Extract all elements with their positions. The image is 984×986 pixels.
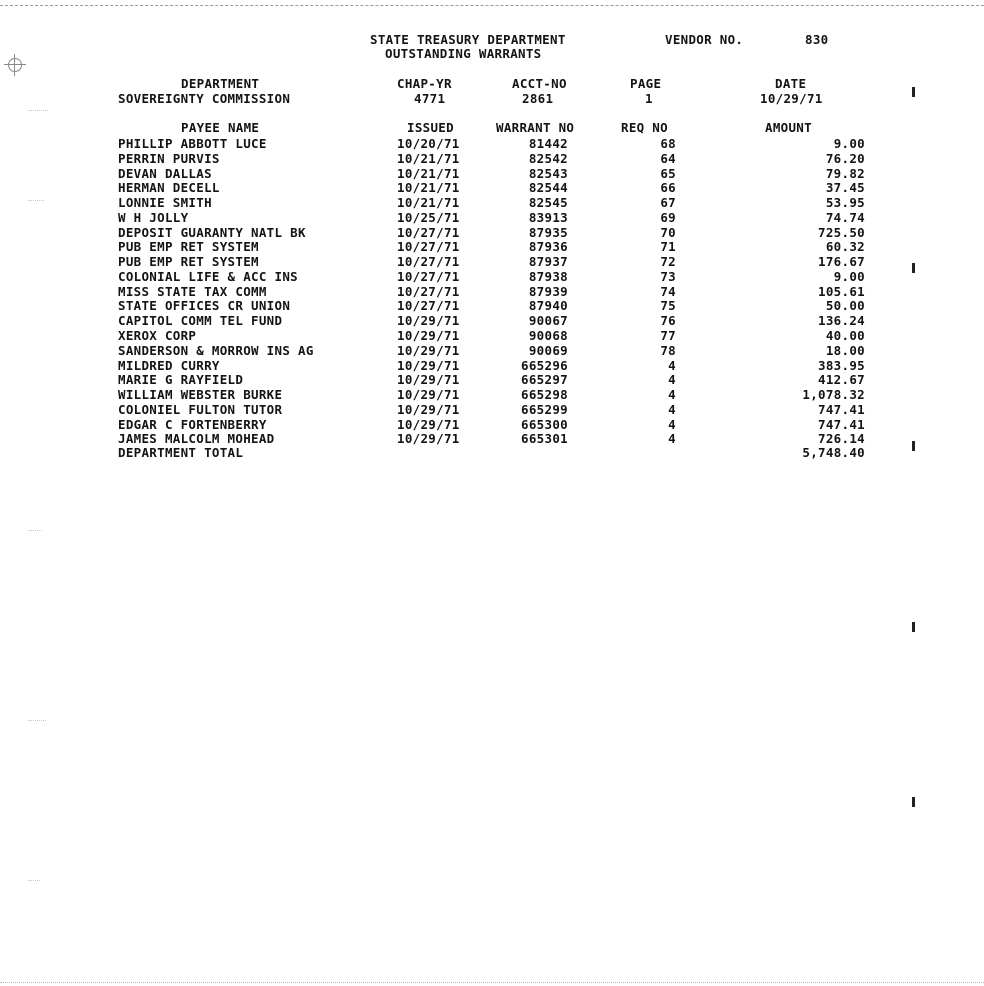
row-payee-name: PERRIN PURVIS	[118, 151, 220, 166]
row-warrant-number: 665299	[521, 402, 568, 417]
row-issued-date: 10/29/71	[397, 402, 460, 417]
form-top-edge	[0, 5, 984, 6]
row-warrant-number: 82542	[528, 151, 568, 166]
row-payee-name: COLONIEL FULTON TUTOR	[118, 402, 283, 417]
row-issued-date: 10/27/71	[397, 239, 460, 254]
page-number: 1	[645, 91, 653, 106]
row-payee-name: JAMES MALCOLM MOHEAD	[118, 431, 275, 446]
row-amount: 383.95	[818, 358, 865, 373]
row-issued-date: 10/27/71	[397, 284, 460, 299]
row-req-number: 64	[660, 151, 676, 166]
margin-mark	[912, 263, 915, 273]
row-issued-date: 10/29/71	[397, 343, 460, 358]
row-payee-name: MARIE G RAYFIELD	[118, 372, 244, 387]
row-warrant-number: 665298	[521, 387, 568, 402]
row-payee-name: DEVAN DALLAS	[118, 166, 212, 181]
row-payee-name: EDGAR C FORTENBERRY	[118, 417, 267, 432]
col-header-req: REQ NO	[621, 120, 668, 135]
row-warrant-number: 82545	[528, 195, 568, 210]
row-req-number: 78	[660, 343, 676, 358]
row-amount: 176.67	[818, 254, 865, 269]
department-label: DEPARTMENT	[181, 76, 260, 91]
department-name: SOVEREIGNTY COMMISSION	[118, 91, 291, 106]
row-issued-date: 10/21/71	[397, 180, 460, 195]
row-payee-name: W H JOLLY	[118, 210, 189, 225]
row-amount: 105.61	[818, 284, 865, 299]
row-warrant-number: 87936	[528, 239, 568, 254]
row-warrant-number: 90067	[528, 313, 568, 328]
scan-smudge	[28, 200, 44, 201]
row-payee-name: MISS STATE TAX COMM	[118, 284, 267, 299]
row-warrant-number: 82544	[528, 180, 568, 195]
col-header-amount: AMOUNT	[765, 120, 812, 135]
row-issued-date: 10/27/71	[397, 269, 460, 284]
row-warrant-number: 90069	[528, 343, 568, 358]
margin-mark	[912, 797, 915, 807]
row-amount: 53.95	[825, 195, 865, 210]
row-amount: 9.00	[833, 136, 865, 151]
row-req-number: 69	[660, 210, 676, 225]
row-warrant-number: 87940	[528, 298, 568, 313]
row-req-number: 67	[660, 195, 676, 210]
row-amount: 747.41	[818, 417, 865, 432]
row-issued-date: 10/29/71	[397, 417, 460, 432]
row-payee-name: MILDRED CURRY	[118, 358, 220, 373]
row-warrant-number: 665301	[521, 431, 568, 446]
department-total-amount: 5,748.40	[802, 445, 865, 460]
page-label: PAGE	[630, 76, 662, 91]
row-issued-date: 10/29/71	[397, 313, 460, 328]
scan-smudge	[28, 530, 42, 531]
row-warrant-number: 665296	[521, 358, 568, 373]
row-issued-date: 10/27/71	[397, 254, 460, 269]
row-issued-date: 10/27/71	[397, 298, 460, 313]
row-amount: 136.24	[818, 313, 865, 328]
row-warrant-number: 87935	[528, 225, 568, 240]
row-warrant-number: 87937	[528, 254, 568, 269]
report-subtitle: OUTSTANDING WARRANTS	[385, 46, 542, 61]
row-issued-date: 10/29/71	[397, 358, 460, 373]
vendor-number: 830	[805, 32, 829, 47]
row-issued-date: 10/21/71	[397, 151, 460, 166]
row-payee-name: LONNIE SMITH	[118, 195, 212, 210]
row-req-number: 65	[660, 166, 676, 181]
row-warrant-number: 665297	[521, 372, 568, 387]
row-req-number: 4	[668, 372, 676, 387]
row-payee-name: XEROX CORP	[118, 328, 197, 343]
acct-no-label: ACCT-NO	[512, 76, 567, 91]
row-amount: 50.00	[825, 298, 865, 313]
date-label: DATE	[775, 76, 807, 91]
col-header-issued: ISSUED	[407, 120, 454, 135]
row-req-number: 74	[660, 284, 676, 299]
row-req-number: 4	[668, 402, 676, 417]
row-payee-name: COLONIAL LIFE & ACC INS	[118, 269, 298, 284]
row-warrant-number: 82543	[528, 166, 568, 181]
department-total-label: DEPARTMENT TOTAL	[118, 445, 244, 460]
row-req-number: 77	[660, 328, 676, 343]
chap-yr-value: 4771	[414, 91, 446, 106]
scan-smudge	[28, 880, 40, 881]
row-payee-name: HERMAN DECELL	[118, 180, 220, 195]
row-req-number: 72	[660, 254, 676, 269]
row-issued-date: 10/29/71	[397, 431, 460, 446]
row-warrant-number: 83913	[528, 210, 568, 225]
row-issued-date: 10/21/71	[397, 195, 460, 210]
row-warrant-number: 81442	[528, 136, 568, 151]
report-title: STATE TREASURY DEPARTMENT	[370, 32, 566, 47]
row-amount: 18.00	[825, 343, 865, 358]
row-payee-name: CAPITOL COMM TEL FUND	[118, 313, 283, 328]
row-issued-date: 10/29/71	[397, 328, 460, 343]
row-issued-date: 10/27/71	[397, 225, 460, 240]
margin-mark	[912, 87, 915, 97]
row-payee-name: PUB EMP RET SYSTEM	[118, 239, 259, 254]
scan-smudge	[28, 720, 46, 721]
row-req-number: 4	[668, 358, 676, 373]
row-warrant-number: 87939	[528, 284, 568, 299]
row-payee-name: SANDERSON & MORROW INS AG	[118, 343, 314, 358]
row-amount: 60.32	[825, 239, 865, 254]
col-header-warrant: WARRANT NO	[496, 120, 575, 135]
row-req-number: 76	[660, 313, 676, 328]
row-req-number: 4	[668, 387, 676, 402]
row-issued-date: 10/21/71	[397, 166, 460, 181]
row-amount: 40.00	[825, 328, 865, 343]
report-date: 10/29/71	[760, 91, 823, 106]
chap-yr-label: CHAP-YR	[397, 76, 452, 91]
row-amount: 412.67	[818, 372, 865, 387]
row-req-number: 73	[660, 269, 676, 284]
col-header-payee: PAYEE NAME	[181, 120, 260, 135]
row-payee-name: WILLIAM WEBSTER BURKE	[118, 387, 283, 402]
margin-mark	[912, 441, 915, 451]
row-req-number: 4	[668, 417, 676, 432]
row-warrant-number: 90068	[528, 328, 568, 343]
row-issued-date: 10/29/71	[397, 372, 460, 387]
margin-mark	[912, 622, 915, 632]
row-amount: 9.00	[833, 269, 865, 284]
row-req-number: 66	[660, 180, 676, 195]
row-amount: 747.41	[818, 402, 865, 417]
row-amount: 726.14	[818, 431, 865, 446]
row-req-number: 4	[668, 431, 676, 446]
row-req-number: 75	[660, 298, 676, 313]
row-req-number: 70	[660, 225, 676, 240]
row-payee-name: PUB EMP RET SYSTEM	[118, 254, 259, 269]
registration-mark	[8, 58, 22, 72]
row-amount: 76.20	[825, 151, 865, 166]
row-payee-name: STATE OFFICES CR UNION	[118, 298, 291, 313]
scan-smudge	[28, 110, 48, 111]
row-req-number: 68	[660, 136, 676, 151]
row-amount: 79.82	[825, 166, 865, 181]
row-amount: 74.74	[825, 210, 865, 225]
row-issued-date: 10/20/71	[397, 136, 460, 151]
vendor-label: VENDOR NO.	[665, 32, 744, 47]
row-req-number: 71	[660, 239, 676, 254]
form-bottom-edge	[0, 982, 984, 983]
row-payee-name: DEPOSIT GUARANTY NATL BK	[118, 225, 306, 240]
row-amount: 37.45	[825, 180, 865, 195]
row-amount: 725.50	[818, 225, 865, 240]
row-warrant-number: 665300	[521, 417, 568, 432]
row-payee-name: PHILLIP ABBOTT LUCE	[118, 136, 267, 151]
row-issued-date: 10/29/71	[397, 387, 460, 402]
row-amount: 1,078.32	[802, 387, 865, 402]
acct-no-value: 2861	[522, 91, 554, 106]
row-warrant-number: 87938	[528, 269, 568, 284]
row-issued-date: 10/25/71	[397, 210, 460, 225]
